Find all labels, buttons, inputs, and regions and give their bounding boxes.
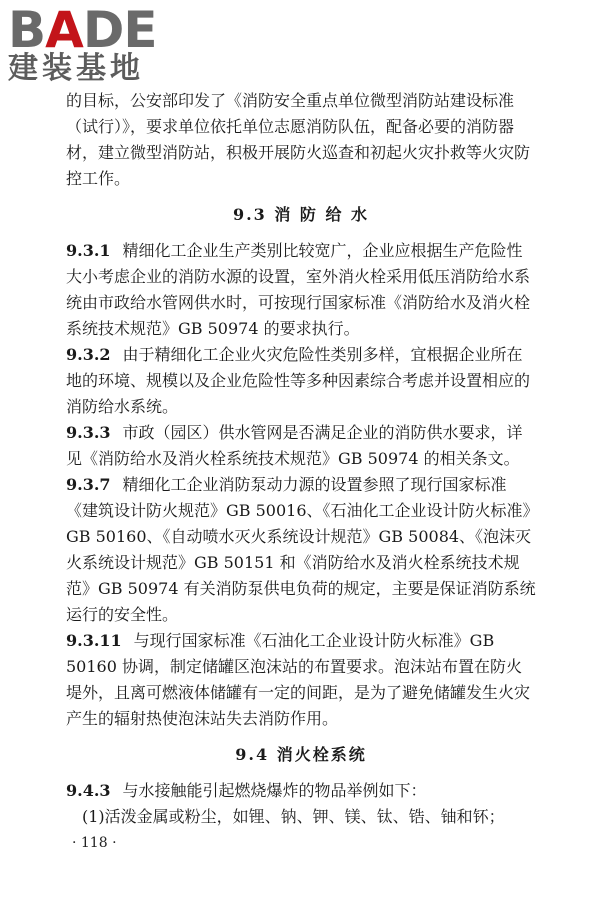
list-item — [66, 804, 536, 830]
clause-text: 精细化工企业生产类别比较宽广，企业应根据生产危险性大小考虑企业的消防水源的设置，室外消火栓采用低压消防给水系统由市政给水管网供水时，可按现行国家标准《消防给水及消火栓系统技术规范》GB 50974 的要求执行。 — [66, 241, 531, 338]
clause-text: 与水接触能引起燃烧爆炸的物品举例如下： — [122, 781, 427, 800]
clause-9-3-7 — [66, 472, 536, 628]
clause-text: 与现行国家标准《石油化工企业设计防火标准》GB 50160 协调，制定储罐区泡沫站的布置要求。泡沫站布置在防火堤外，且离可燃液体储罐有一定的间距，是为了避免储罐发生火灾产生的辐射热使泡沫站失去消防作用。 — [66, 631, 531, 728]
bade-logo — [8, 1, 178, 86]
list-item-text: (1)活泼金属或粉尘，如锂、钠、钾、镁、钛、锆、铀和钚； — [82, 807, 505, 826]
clause-text: 由于精细化工企业火灾危险性类别多样，宜根据企业所在地的环境、规模以及企业危险性等多种因素综合考虑并设置相应的消防给水系统。 — [66, 345, 531, 416]
clause-9-3-3 — [66, 420, 536, 472]
clause-9-4-3 — [66, 778, 536, 804]
document-body — [66, 88, 536, 830]
clause-number: 9.3.7 — [66, 475, 111, 494]
clause-text: 精细化工企业消防泵动力源的设置参照了现行国家标准《建筑设计防火规范》GB 50016、《石油化工企业设计防火标准》GB 50160、《自动喷水灭火系统设计规范》GB 50084、《泡沫灭火系统设计规范》GB 50151 和《消防给水及消火栓系统技术规范》GB 50974 有关消防泵供电负荷的规定，主要是保证消防系统运行的安全性。 — [66, 475, 536, 624]
section-heading-9-4: 9.4 消火栓系统 — [235, 745, 367, 764]
logo-wordmark: BADE — [8, 1, 157, 59]
clause-number: 9.3.2 — [66, 345, 111, 364]
paragraph-intro: 的目标，公安部印发了《消防安全重点单位微型消防站建设标准（试行）》，要求单位依托单位志愿消防队伍，配备必要的消防器材，建立微型消防站，积极开展防火巡查和初起火灾扑救等火灾防控工作。 — [66, 91, 531, 188]
page-number: · 118 · — [72, 835, 117, 851]
logo-accent-letter: A — [45, 1, 83, 59]
clause-9-3-1 — [66, 238, 536, 342]
clause-number: 9.3.1 — [66, 241, 111, 260]
clause-number: 9.4.3 — [66, 781, 111, 800]
clause-number: 9.3.3 — [66, 423, 111, 442]
clause-9-3-2 — [66, 342, 536, 420]
section-heading-9-3: 9.3 消 防 给 水 — [232, 205, 370, 224]
clause-text: 市政（园区）供水管网是否满足企业的消防供水要求，详见《消防给水及消火栓系统技术规范》GB 50974 的相关条文。 — [66, 423, 523, 468]
clause-number: 9.3.11 — [66, 631, 122, 650]
logo-subtitle: 建装基地 — [8, 51, 144, 86]
clause-9-3-11 — [66, 628, 536, 732]
